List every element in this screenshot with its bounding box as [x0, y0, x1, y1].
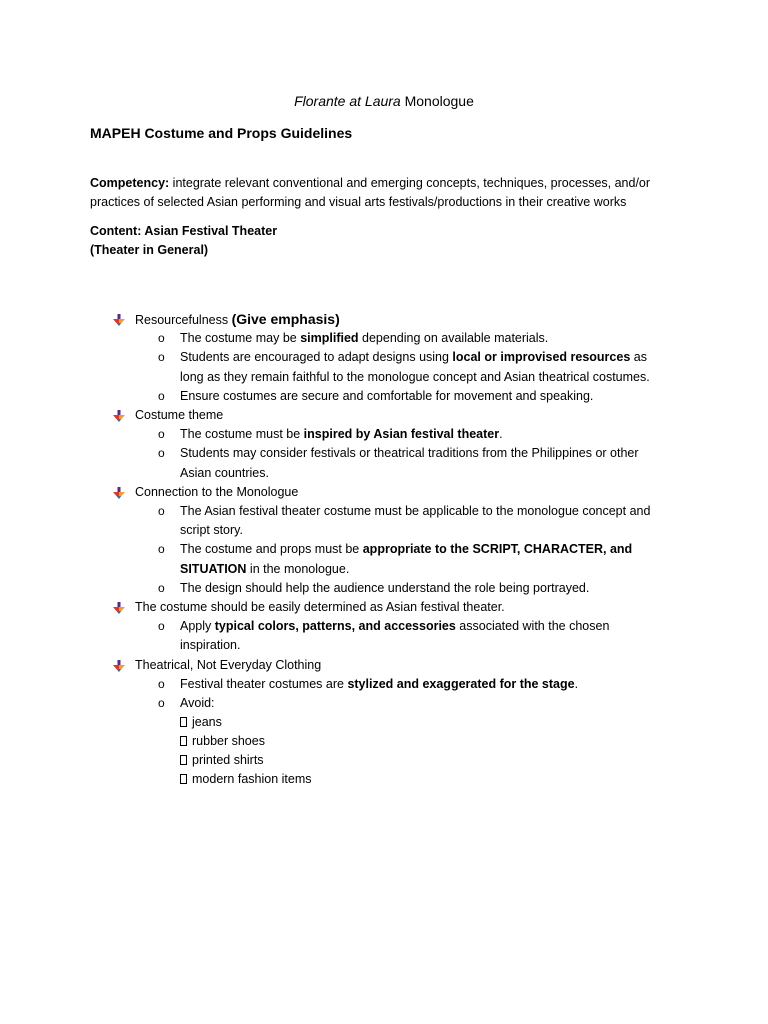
sub-item-text: [180, 694, 670, 713]
sub-item: [0, 540, 768, 578]
sub-text-post: .: [499, 427, 503, 442]
arrow-bullet-icon: [113, 660, 125, 672]
sub-item-text: [180, 444, 670, 482]
sub-item: [0, 579, 768, 598]
avoid-item: [0, 732, 768, 751]
circle-bullet-icon: o: [158, 580, 165, 595]
competency-text: integrate relevant conventional and emerging concepts, techniques, processes, and/or practices of selected Asian performing and visual arts festivals/productions in their creative works: [90, 176, 651, 209]
sub-item-text: [180, 540, 670, 578]
sub-text-pre: Festival theater costumes are: [180, 676, 348, 691]
avoid-item: [0, 770, 768, 789]
sub-text-pre: The Asian festival theater costume must be applicable to the monologue concept and script story.: [180, 503, 651, 538]
sub-text-post: in the monologue.: [246, 561, 350, 576]
competency-paragraph: [90, 174, 690, 212]
sub-text-post: depending on available materials.: [358, 331, 549, 346]
section-item-asian-festival: [0, 598, 768, 617]
content-paragraph: [90, 222, 690, 260]
sub-text-pre: Students may consider festivals or theatrical traditions from the Philippines or other Asian countries.: [180, 446, 639, 480]
sub-item: [0, 617, 768, 655]
circle-bullet-icon: o: [158, 388, 165, 403]
box-bullet-icon: [180, 774, 187, 784]
sub-item: [0, 694, 768, 713]
section-emphasis: (Give emphasis): [231, 311, 340, 327]
section-label: The costume should be easily determined as Asian festival theater.: [135, 600, 505, 614]
section-label-text: Resourcefulness: [135, 313, 232, 327]
title-rest: Monologue: [400, 93, 474, 109]
box-bullet-icon: [180, 755, 187, 765]
circle-bullet-icon: o: [158, 676, 165, 691]
document-heading: MAPEH Costume and Props Guidelines: [90, 125, 353, 141]
sub-item: [0, 387, 768, 406]
arrow-bullet-icon: [113, 314, 125, 326]
guidelines-list: [0, 310, 768, 788]
sub-text-pre: Avoid:: [180, 695, 215, 710]
sub-text-pre: The costume must be: [180, 427, 304, 442]
sub-text-bold: typical colors, patterns, and accessories: [214, 619, 456, 634]
sub-item: [0, 329, 768, 348]
content-line-1: Content: Asian Festival Theater: [90, 224, 278, 238]
sub-text-post: associated with the chosen inspiration.: [180, 619, 610, 653]
box-bullet-icon: [180, 736, 187, 746]
sub-text-pre: Students are encouraged to adapt designs using: [180, 350, 453, 365]
sub-text-post: .: [574, 676, 579, 691]
section-label: Theatrical, Not Everyday Clothing: [135, 657, 322, 672]
circle-bullet-icon: o: [158, 695, 165, 710]
avoid-item-text: printed shirts: [192, 752, 264, 767]
section-label: [135, 310, 340, 330]
sub-text-bold: inspired by Asian festival theater: [303, 427, 500, 442]
sub-item: [0, 675, 768, 694]
arrow-bullet-icon: [113, 487, 125, 499]
section-item-resourcefulness: [0, 310, 768, 329]
arrow-bullet-icon: [113, 410, 125, 422]
sub-item-text: [180, 329, 670, 348]
sub-text-bold: stylized and exaggerated for the stage: [347, 676, 575, 691]
circle-bullet-icon: o: [158, 503, 165, 518]
avoid-item-text: modern fashion items: [192, 771, 312, 786]
title-italic: Florante at Laura: [294, 93, 401, 109]
box-bullet-icon: [180, 717, 187, 727]
sub-item: [0, 348, 768, 386]
sub-item-text: [180, 502, 670, 540]
sub-text-bold: simplified: [300, 331, 359, 346]
sub-text-bold: local or improvised resources: [452, 350, 631, 365]
section-item-theatrical: [0, 656, 768, 675]
circle-bullet-icon: o: [158, 331, 165, 346]
sub-text-pre: The design should help the audience understand the role being portrayed.: [180, 580, 590, 595]
sub-item-text: [180, 675, 670, 694]
avoid-item: [0, 713, 768, 732]
arrow-bullet-icon: [113, 602, 125, 614]
avoid-item: [0, 751, 768, 770]
section-label: Costume theme: [135, 408, 224, 422]
sub-item: [0, 444, 768, 482]
sub-text-pre: The costume and props must be: [180, 542, 363, 557]
sub-text-pre: Apply: [180, 619, 215, 634]
circle-bullet-icon: o: [158, 350, 165, 365]
circle-bullet-icon: o: [158, 542, 165, 557]
sub-item: [0, 425, 768, 444]
sub-text-post: as long as they remain faithful to the monologue concept and Asian theatrical costumes.: [180, 350, 650, 384]
content-line-2: (Theater in General): [90, 243, 209, 257]
sub-item-text: [180, 617, 670, 655]
avoid-item-text: jeans: [192, 715, 222, 730]
sub-item: [0, 502, 768, 540]
avoid-item-text: rubber shoes: [192, 733, 265, 748]
competency-label: Competency:: [90, 176, 170, 190]
document-title: [0, 93, 768, 109]
circle-bullet-icon: o: [158, 446, 165, 461]
sub-item-text: [180, 425, 670, 444]
sub-text-pre: The costume may be: [180, 331, 301, 346]
section-item-costume-theme: [0, 406, 768, 425]
sub-text-bold: appropriate to the SCRIPT, CHARACTER, and SITUATION: [180, 542, 633, 576]
circle-bullet-icon: o: [158, 427, 165, 442]
sub-item-text: [180, 387, 670, 406]
section-item-connection: [0, 483, 768, 502]
section-label: Connection to the Monologue: [135, 484, 299, 499]
circle-bullet-icon: o: [158, 619, 165, 634]
sub-item-text: [180, 348, 670, 386]
sub-text-pre: Ensure costumes are secure and comfortable for movement and speaking.: [180, 388, 594, 403]
sub-item-text: [180, 579, 670, 598]
